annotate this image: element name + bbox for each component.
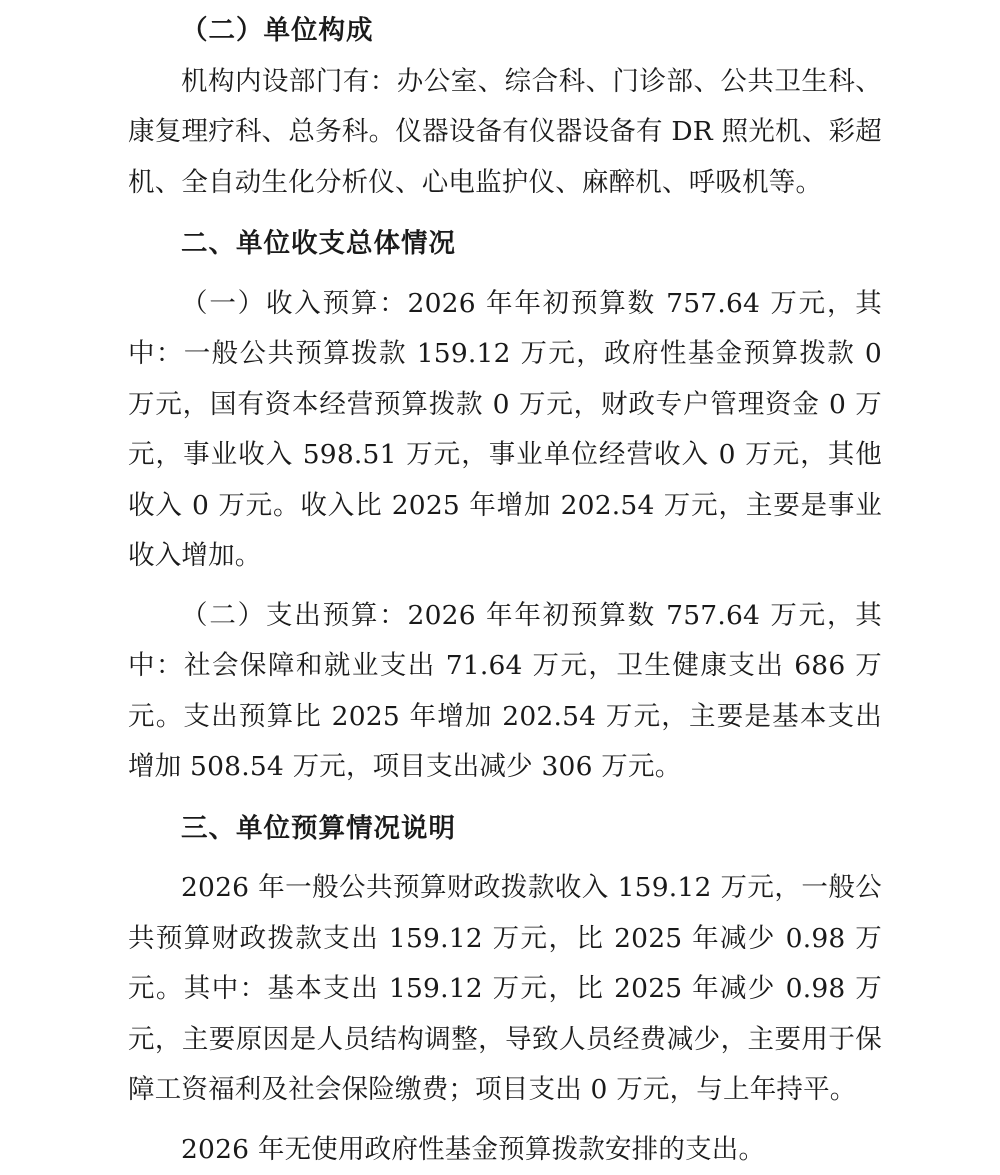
spacer xyxy=(128,793,882,804)
spacer xyxy=(128,854,882,863)
heading-section-three: 三、单位预算情况说明 xyxy=(128,804,882,855)
spacer xyxy=(128,582,882,591)
heading-section-two: 二、单位收支总体情况 xyxy=(128,219,882,270)
spacer xyxy=(128,208,882,219)
paragraph-unit-composition: 机构内设部门有：办公室、综合科、门诊部、公共卫生科、康复理疗科、总务科。仪器设备有仪器设备有 DR 照光机、彩超机、全自动生化分析仪、心电监护仪、麻醉机、呼吸机等。 xyxy=(128,57,882,209)
paragraph-income-budget: （一）收入预算：2026 年年初预算数 757.64 万元，其中：一般公共预算拨款 159.12 万元，政府性基金预算拨款 0 万元，国有资本经营预算拨款 0 万元，财政专户管理资金 0 万元，事业收入 598.51 万元，事业单位经营收入 0 万元，其他收入 0 万元。收入比 2025 年增加 202.54 万元，主要是事业收入增加。 xyxy=(128,279,882,582)
paragraph-general-public-budget: 2026 年一般公共预算财政拨款收入 159.12 万元，一般公共预算财政拨款支出 159.12 万元，比 2025 年减少 0.98 万元。其中：基本支出 159.12 万元，比 2025 年减少 0.98 万元，主要原因是人员结构调整，导致人员经费减少，主要用于保障工资福利及社会保险缴费；项目支出 0 万元，与上年持平。 xyxy=(128,863,882,1116)
spacer xyxy=(128,270,882,279)
spacer xyxy=(128,1116,882,1125)
paragraph-government-fund: 2026 年无使用政府性基金预算拨款安排的支出。 xyxy=(128,1125,882,1175)
paragraph-expenditure-budget: （二）支出预算：2026 年年初预算数 757.64 万元，其中：社会保障和就业支出 71.64 万元，卫生健康支出 686 万元。支出预算比 2025 年增加 202.54 万元，主要是基本支出增加 508.54 万元，项目支出减少 306 万元。 xyxy=(128,591,882,793)
subheading-unit-composition: （二）单位构成 xyxy=(128,6,882,57)
